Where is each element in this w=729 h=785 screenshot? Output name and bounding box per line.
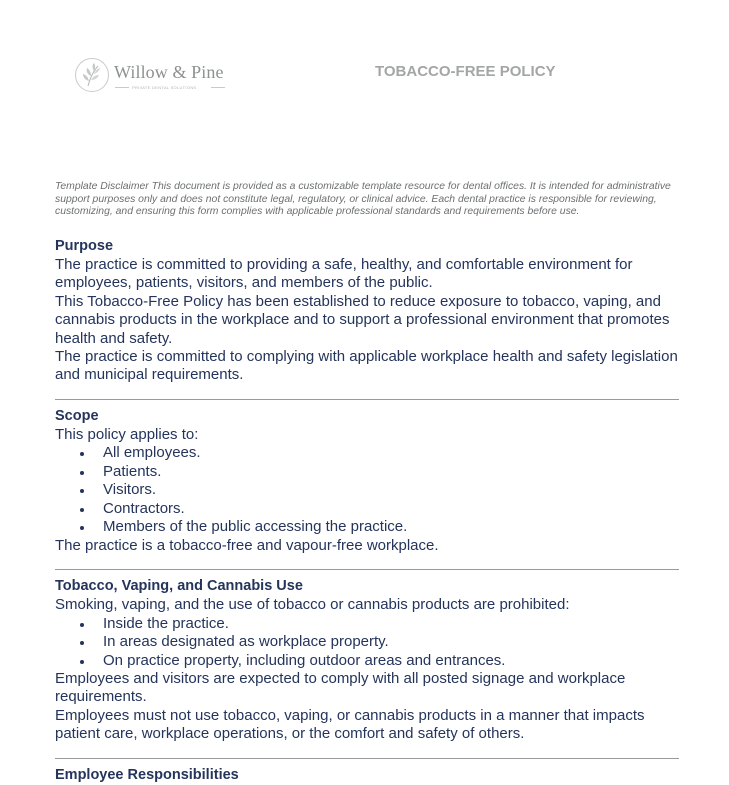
document-body xyxy=(55,236,680,785)
section-title: Scope xyxy=(55,407,99,424)
section-divider xyxy=(55,569,679,570)
document-title: TOBACCO-FREE POLICY xyxy=(375,63,556,80)
logo-tagline: PRIVATE DENTAL SOLUTIONS xyxy=(115,85,225,91)
list-item: Members of the public accessing the practice. xyxy=(55,518,680,537)
bullet-icon xyxy=(80,489,84,493)
leaf-emblem-icon xyxy=(74,57,110,93)
section-title: Employee Responsibilities xyxy=(55,766,239,783)
paragraph: The practice is committed to providing a safe, healthy, and comfortable environment for employees, patients, visitors, and members of the public. xyxy=(55,256,633,292)
section-title: Tobacco, Vaping, and Cannabis Use xyxy=(55,578,303,595)
list-item: Inside the practice. xyxy=(55,615,680,634)
paragraph: Employees must not use tobacco, vaping, or cannabis products in a manner that impacts patient care, workplace operations, or the comfort and safety of others. xyxy=(55,706,645,743)
list-item: On practice property, including outdoor areas and entrances. xyxy=(55,652,680,671)
document-header xyxy=(0,0,729,110)
bullet-icon xyxy=(80,452,84,456)
list-item: Visitors. xyxy=(55,481,680,500)
bullet-icon xyxy=(80,660,84,664)
section-title: Purpose xyxy=(55,238,114,254)
purpose-section xyxy=(55,236,680,385)
company-logo xyxy=(74,57,244,95)
section-divider xyxy=(55,399,679,400)
tobacco-use-section xyxy=(55,576,680,744)
paragraph: Employees and visitors are expected to comply with all posted signage and workplace requirements. xyxy=(55,670,626,706)
section-divider xyxy=(55,758,679,759)
template-disclaimer: Template Disclaimer This document is provided as a customizable template resource for dental offices. It is intended for administrative support purposes only and does not constitute legal, regulatory, or clinical advice. Each dental practice is responsible for reviewing, customizing, and ensuring this form complies with applicable professional standards and requirements before use. xyxy=(55,181,671,217)
paragraph: The practice is committed to complying with applicable workplace health and safety legislation and municipal requirements. xyxy=(55,348,678,384)
list-item: Contractors. xyxy=(55,500,680,519)
bullet-icon xyxy=(80,526,84,530)
bullet-icon xyxy=(80,471,84,475)
bullet-icon xyxy=(80,623,84,627)
paragraph: This Tobacco-Free Policy has been established to reduce exposure to tobacco, vaping, and cannabis products in the workplace and to support a professional environment that promotes health and safety. xyxy=(55,292,670,347)
scope-section xyxy=(55,406,680,555)
list-item: In areas designated as workplace property. xyxy=(55,633,680,652)
bullet-list xyxy=(55,615,680,671)
paragraph: The practice is a tobacco-free and vapour-free workplace. xyxy=(55,536,439,554)
bullet-list xyxy=(55,444,680,537)
paragraph: This policy applies to: xyxy=(55,425,199,443)
list-item: Patients. xyxy=(55,463,680,482)
bullet-icon xyxy=(80,641,84,645)
bullet-icon xyxy=(80,508,84,512)
employee-responsibilities-section xyxy=(55,765,680,785)
logo-wordmark: Willow & Pine xyxy=(114,62,224,82)
paragraph: Smoking, vaping, and the use of tobacco or cannabis products are prohibited: xyxy=(55,596,570,614)
list-item: All employees. xyxy=(55,444,680,463)
